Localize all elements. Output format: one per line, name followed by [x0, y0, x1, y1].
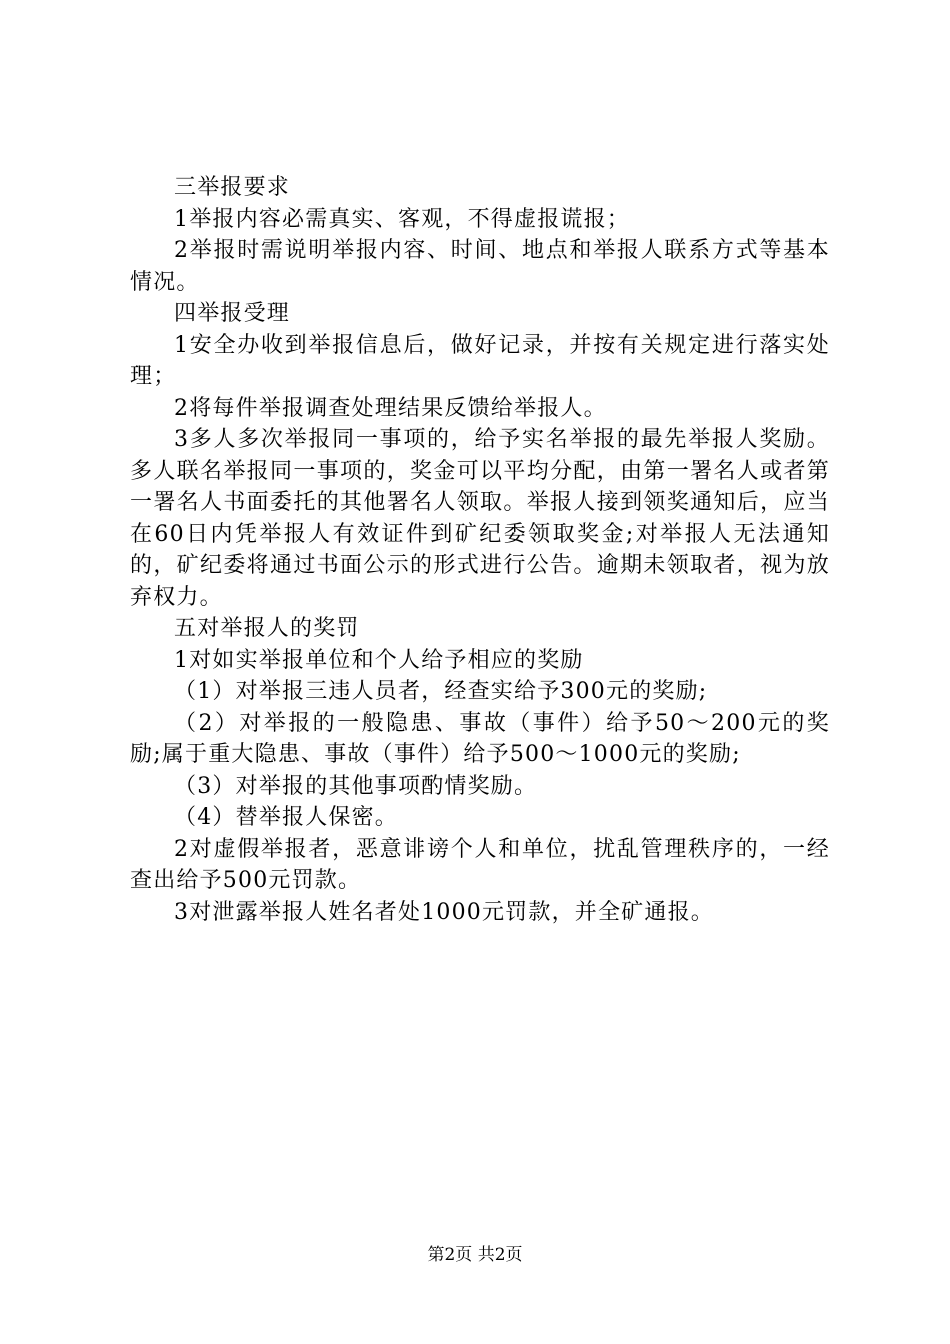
list-item: （4）替举报人保密。	[174, 805, 398, 830]
paragraph: 1安全办收到举报信息后，做好记录，并按有关规定进行落实处理；	[130, 332, 830, 389]
list-item: （1）对举报三违人员者，经查实给予300元的奖励;	[174, 679, 708, 704]
paragraph: 3多人多次举报同一事项的，给予实名举报的最先举报人奖励。多人联名举报同一事项的，奖金可以平均分配，由第一署名人或者第一署名人书面委托的其他署名人领取。举报人接到领奖通知后，应当在60日内凭举报人有效证件到矿纪委领取奖金;对举报人无法通知的，矿纪委将通过书面公示的形式进行公告。逾期未领取者，视为放弃权力。	[130, 427, 830, 610]
paragraph: 1举报内容必需真实、客观，不得虚报谎报；	[174, 206, 630, 232]
list-item: （3）对举报的其他事项酌情奖励。	[174, 773, 538, 799]
document-body	[130, 172, 830, 928]
page-footer: 第2页 共2页	[427, 1245, 523, 1265]
paragraph: 3对泄露举报人姓名者处1000元罚款，并全矿通报。	[174, 899, 714, 925]
list-item: （2）对举报的一般隐患、事故（事件）给予50～200元的奖励;属于重大隐患、事故（事件）给予500～1000元的奖励;	[130, 710, 830, 767]
paragraph: 2举报时需说明举报内容、时间、地点和举报人联系方式等基本情况。	[130, 238, 830, 295]
section-heading-report-acceptance: 四举报受理	[174, 301, 291, 326]
section-heading-rewards-penalties: 五对举报人的奖罚	[174, 616, 360, 641]
paragraph: 2将每件举报调查处理结果反馈给举报人。	[174, 395, 607, 421]
section-heading-report-requirements: 三举报要求	[174, 175, 291, 200]
paragraph: 1对如实举报单位和个人给予相应的奖励	[174, 647, 584, 673]
paragraph: 2对虚假举报者，恶意诽谤个人和单位，扰乱管理秩序的，一经查出给予500元罚款。	[130, 836, 830, 893]
